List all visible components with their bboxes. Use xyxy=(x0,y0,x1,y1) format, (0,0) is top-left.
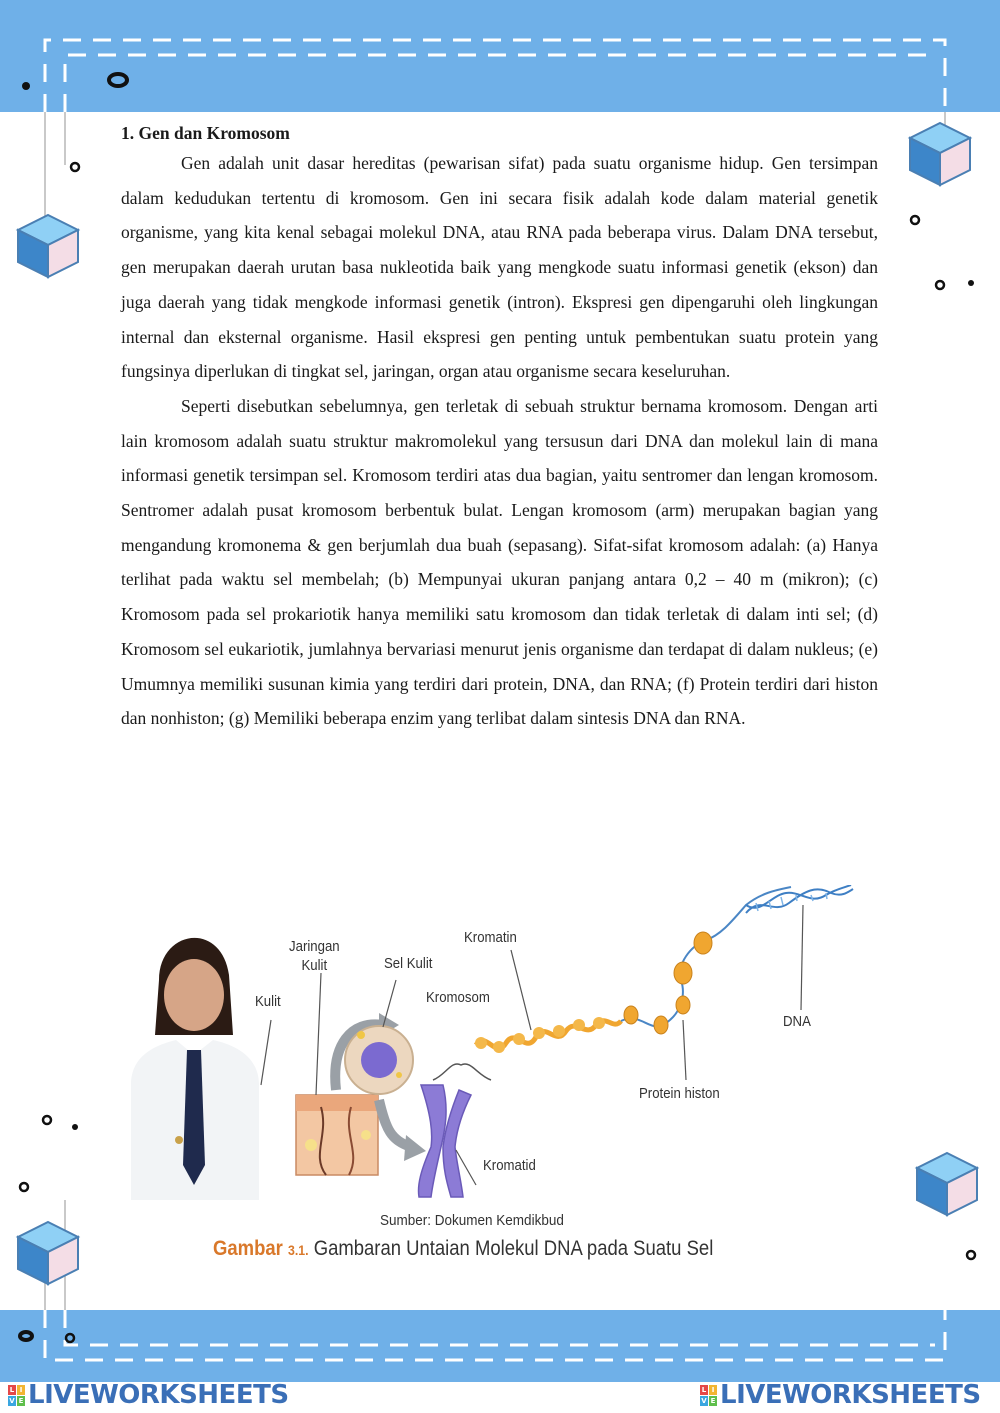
mark-letter: L xyxy=(701,1385,707,1394)
section-heading: 1. Gen dan Kromosom xyxy=(121,123,290,143)
figure-caption xyxy=(213,1237,713,1261)
paragraph-gen: Gen adalah unit dasar hereditas (pewarisan sifat) pada suatu organisme hidup. Gen tersimpan dalam kedudukan tertentu di kromosom. Gen ini secara fisik adalah kode dalam material genetik organisme, yang kita kenal sebagai molekul DNA, atau RNA pada beberapa virus. Dalam DNA tersebut, gen merupakan daerah urutan basa nukleotida baik yang mengkode suatu informasi genetik (ekson) dan juga daerah yang tidak mengkode informasi genetik (intron). Ekspresi gen dipengaruhi oleh lingkungan internal dan eksternal organisme. Hasil ekspresi gen penting untuk pembentukan suatu protein yang fungsinya diperlukan di tingkat sel, jaringan, organ atau organisme secara keseluruhan. xyxy=(121,153,878,382)
liveworksheets-text: LIVEWORKSHEETS xyxy=(28,1380,289,1410)
label-sel-kulit: Sel Kulit xyxy=(384,955,433,972)
figure-source: Sumber: Dokumen Kemdikbud xyxy=(380,1212,564,1229)
mark-letter: V xyxy=(701,1396,707,1405)
footer-band xyxy=(0,1310,1000,1382)
mark-letter: I xyxy=(17,1385,25,1395)
caption-number: 3.1. xyxy=(287,1242,309,1258)
mark-letter: I xyxy=(709,1385,717,1395)
chromosome xyxy=(419,1085,472,1197)
label-kulit: Kulit xyxy=(255,993,281,1010)
paragraph-kromosom: Seperti disebutkan sebelumnya, gen terletak di sebuah struktur bernama kromosom. Dengan arti lain kromosom adalah suatu struktur makromolekul yang tersusun dari DNA dan molekul lain di mana informasi genetik tersimpan sel. Kromosom terdiri atas dua bagian, yaitu sentromer dan lengan kromosom. Sentromer adalah pusat kromosom berbentuk bulat. Lengan kromosom (arm) merupakan bagian yang mengandung kromonema & gen berjumlah dua buah (sepasang). Sifat-sifat kromosom adalah: (a) Hanya terlihat pada waktu sel membelah; (b) Mempunyai ukuran panjang antara 0,2 – 40 m (mikron); (c) Kromosom pada sel prokariotik hanya memiliki satu kromosom dan tidak terletak di dalam inti sel; (d) Kromosom sel eukariotik, jumlahnya bervariasi menurut jenis organisme dan terdapat di dalam nukleus; (e) Umumnya memiliki susunan kimia yang terdiri dari protein, DNA, dan RNA; (f) Protein terdiri dari histon dan nonhiston; (g) Memiliki beberapa enzim yang terlibat dalam sintesis DNA dan RNA. xyxy=(121,395,878,729)
label-jaringan-line2: Kulit xyxy=(301,957,328,974)
liveworksheets-mark-icon xyxy=(700,1385,717,1406)
liveworksheets-logo-right[interactable] xyxy=(700,1380,981,1410)
header-band xyxy=(0,0,1000,112)
label-kromatin: Kromatin xyxy=(464,929,517,946)
label-kromatid: Kromatid xyxy=(483,1157,536,1174)
mark-letter: E xyxy=(710,1396,716,1405)
caption-text: Gambaran Untaian Molekul DNA pada Suatu Sel xyxy=(313,1237,714,1260)
article-body xyxy=(121,120,878,736)
label-kromosom: Kromosom xyxy=(426,989,490,1006)
mark-letter: V xyxy=(9,1396,15,1405)
liveworksheets-logo-left[interactable] xyxy=(8,1380,289,1410)
caption-prefix: Gambar xyxy=(213,1237,283,1260)
mark-letter: L xyxy=(9,1385,15,1394)
student-photo xyxy=(131,938,259,1200)
label-jaringan-kulit xyxy=(289,937,340,975)
liveworksheets-text: LIVEWORKSHEETS xyxy=(720,1380,981,1410)
label-jaringan-line1: Jaringan xyxy=(289,938,340,955)
skin-cell xyxy=(345,1026,413,1094)
label-dna: DNA xyxy=(783,1013,811,1030)
mark-letter: E xyxy=(18,1396,24,1405)
label-protein-histon: Protein histon xyxy=(639,1085,720,1102)
skin-tissue xyxy=(296,1095,378,1175)
liveworksheets-mark-icon xyxy=(8,1385,25,1406)
dna-illustration xyxy=(121,885,861,1275)
